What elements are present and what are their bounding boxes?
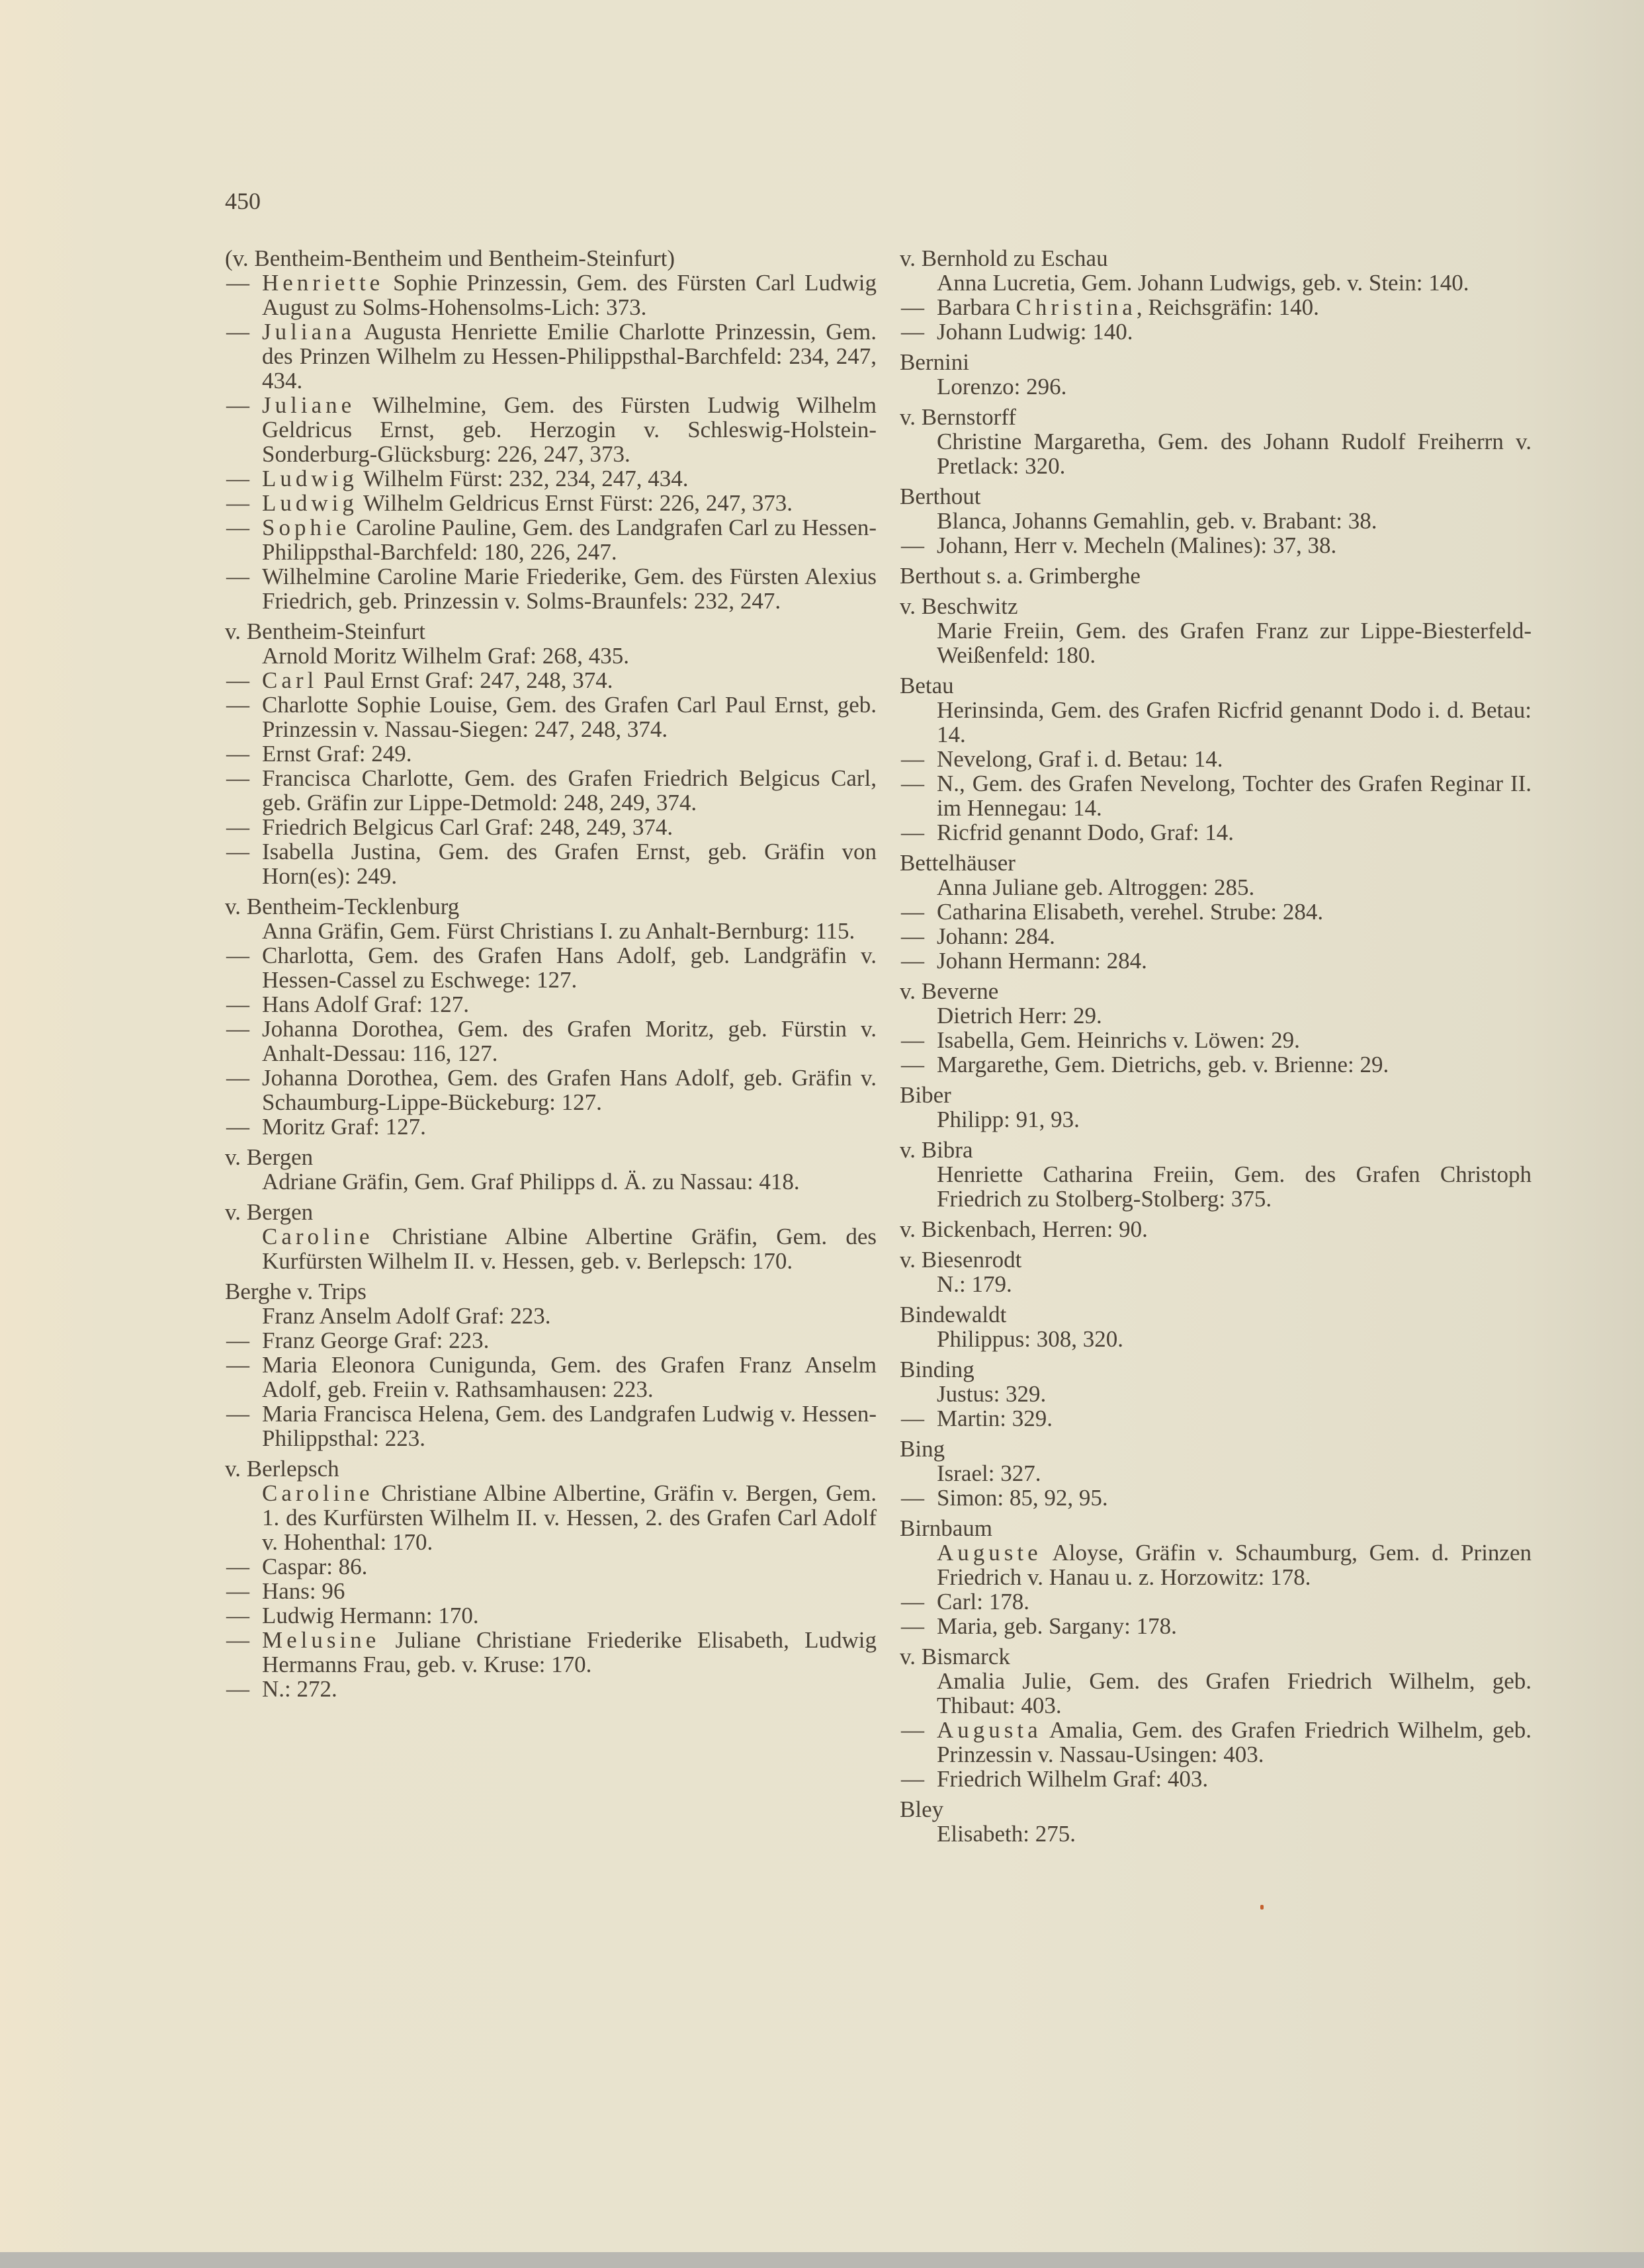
index-heading: (v. Bentheim-Bentheim und Bentheim-Steinfurt) — [225, 245, 675, 271]
index-group — [900, 405, 1532, 478]
dash-marker: — — [226, 564, 249, 589]
entry-text: Philipp: 91, 93. — [937, 1107, 1080, 1132]
index-entry — [900, 948, 1532, 973]
dash-marker: — — [901, 319, 924, 345]
dash-marker: — — [226, 692, 249, 718]
dash-marker: — — [226, 319, 249, 345]
index-heading: Betau — [900, 673, 954, 698]
entry-name-spaced: Sophie — [262, 515, 351, 540]
dash-marker: — — [226, 490, 249, 516]
entry-text: Lorenzo: 296. — [937, 374, 1067, 399]
index-entry — [225, 1677, 877, 1701]
entry-text: Anna Juliane geb. Altroggen: 285. — [937, 874, 1255, 900]
entry-text: Wilhelm Geldricus Ernst Fürst: 226, 247, 373. — [357, 490, 793, 516]
index-heading: v. Bergen — [225, 1199, 314, 1225]
index-entry — [900, 319, 1532, 344]
dash-marker: — — [901, 1717, 924, 1743]
index-group — [225, 1456, 877, 1701]
dash-marker: — — [901, 819, 924, 845]
dash-marker: — — [901, 899, 924, 925]
index-group — [900, 1797, 1532, 1846]
dash-marker: — — [226, 1554, 249, 1579]
entry-name-spaced: Melusine — [262, 1627, 380, 1653]
index-entry — [225, 992, 877, 1017]
entry-text: Margarethe, Gem. Dietrichs, geb. v. Brienne: 29. — [937, 1052, 1389, 1077]
index-group — [225, 1145, 877, 1194]
entry-text: Sophie Prinzessin, Gem. des Fürsten Carl Ludwig August zu Solms-Hohensolms-Lich: 373. — [262, 270, 877, 320]
dash-marker: — — [226, 943, 249, 968]
index-heading: v. Beschwitz — [900, 593, 1018, 619]
entry-text: Johann Hermann: 284. — [937, 948, 1147, 974]
index-entry — [900, 374, 1532, 399]
entry-text: Johanna Dorothea, Gem. des Grafen Hans Adolf, geb. Gräfin v. Schaumburg-Lippe-Bückeburg: 127. — [262, 1065, 877, 1115]
entry-text: Franz Anselm Adolf Graf: 223. — [262, 1303, 551, 1329]
index-column-right — [900, 246, 1532, 1852]
index-group — [900, 1644, 1532, 1791]
entry-text: Caspar: 86. — [262, 1554, 368, 1579]
index-entry — [225, 1628, 877, 1677]
entry-text: Johann, Herr v. Mecheln (Malines): 37, 38. — [937, 532, 1337, 558]
index-heading: Berthout — [900, 483, 981, 509]
index-group — [900, 979, 1532, 1077]
entry-text: Hans Adolf Graf: 127. — [262, 991, 470, 1017]
entry-name-spaced: Christina — [1016, 294, 1137, 320]
dash-marker: — — [901, 1406, 924, 1431]
index-entry — [225, 943, 877, 992]
dash-marker: — — [226, 667, 249, 693]
dash-marker: — — [901, 532, 924, 558]
index-entry — [225, 919, 877, 943]
dash-marker: — — [226, 392, 249, 418]
entry-text: Christiane Albine Albertine, Gräfin v. Bergen, Gem. 1. des Kurfürsten Wilhelm II. v. Hessen, 2. des Grafen Carl Adolf v. Hohenthal: 170. — [262, 1480, 877, 1555]
dash-marker: — — [226, 1114, 249, 1140]
entry-text: Friedrich Wilhelm Graf: 403. — [937, 1766, 1209, 1792]
dash-marker: — — [226, 765, 249, 791]
entry-text: Herinsinda, Gem. des Grafen Ricfrid genannt Dodo i. d. Betau: 14. — [937, 697, 1532, 747]
dash-marker: — — [226, 1065, 249, 1091]
index-entry — [900, 533, 1532, 558]
entry-text: Philippus: 308, 320. — [937, 1326, 1123, 1352]
dash-marker: — — [226, 515, 249, 540]
index-entry — [900, 429, 1532, 478]
index-group — [225, 246, 877, 613]
entry-text: Henriette Catharina Freiin, Gem. des Grafen Christoph Friedrich zu Stolberg-Stolberg: 375. — [937, 1161, 1532, 1212]
index-entry — [900, 509, 1532, 533]
entry-text: Augusta Henriette Emilie Charlotte Prinzessin, Gem. des Prinzen Wilhelm zu Hessen-Philippsthal-Barchfeld: 234, 247, 434. — [262, 319, 877, 394]
index-group — [900, 673, 1532, 845]
index-entry — [900, 820, 1532, 845]
entry-text: Blanca, Johanns Gemahlin, geb. v. Brabant: 38. — [937, 508, 1377, 534]
dash-marker: — — [226, 1627, 249, 1653]
index-entry — [225, 1554, 877, 1579]
entry-text: Maria Francisca Helena, Gem. des Landgrafen Ludwig v. Hessen-Philippsthal: 223. — [262, 1401, 877, 1451]
index-entry — [900, 1589, 1532, 1614]
index-entry — [225, 1603, 877, 1628]
entry-text: Ernst Graf: 249. — [262, 741, 412, 767]
index-group — [225, 894, 877, 1139]
index-group — [900, 1138, 1532, 1211]
entry-text: Friedrich Belgicus Carl Graf: 248, 249, 374. — [262, 814, 673, 840]
index-group — [900, 1302, 1532, 1351]
index-entry — [225, 644, 877, 668]
index-heading: v. Bernstorff — [900, 404, 1016, 430]
entry-name-spaced: Juliana — [262, 319, 356, 345]
entry-text: Arnold Moritz Wilhelm Graf: 268, 435. — [262, 643, 629, 669]
index-entry — [225, 1402, 877, 1450]
index-entry — [225, 839, 877, 888]
index-entry — [900, 747, 1532, 771]
index-group — [225, 1279, 877, 1450]
entry-text: Johanna Dorothea, Gem. des Grafen Moritz, geb. Fürstin v. Anhalt-Dessau: 116, 127. — [262, 1016, 877, 1066]
entry-name-spaced: Carl — [262, 667, 318, 693]
index-entry — [225, 766, 877, 815]
index-heading: v. Bergen — [225, 1144, 314, 1170]
index-heading: v. Bernhold zu Eschau — [900, 245, 1108, 271]
index-entry — [225, 1481, 877, 1554]
entry-text: Charlotta, Gem. des Grafen Hans Adolf, geb. Landgräfin v. Hessen-Cassel zu Eschwege: 127. — [262, 943, 877, 993]
entry-name-spaced: Augusta — [937, 1717, 1042, 1743]
index-entry — [900, 1327, 1532, 1351]
index-entry — [900, 1461, 1532, 1486]
entry-text: Marie Freiin, Gem. des Grafen Franz zur Lippe-Biesterfeld-Weißenfeld: 180. — [937, 618, 1532, 668]
index-entry — [225, 668, 877, 693]
index-entry — [225, 741, 877, 766]
index-entry — [900, 1003, 1532, 1028]
entry-name-spaced: Henriette — [262, 270, 384, 296]
index-entry — [225, 271, 877, 319]
index-group — [900, 350, 1532, 399]
index-entry — [225, 693, 877, 741]
entry-text: Christine Margaretha, Gem. des Johann Rudolf Freiherrn v. Pretlack: 320. — [937, 429, 1532, 479]
index-group — [900, 851, 1532, 973]
dash-marker: — — [226, 814, 249, 840]
index-entry — [225, 393, 877, 466]
paper-speck — [1260, 1905, 1264, 1910]
index-entry — [900, 1486, 1532, 1510]
index-entry — [225, 1169, 877, 1194]
page-number: 450 — [225, 188, 261, 214]
index-entry — [225, 1579, 877, 1603]
dash-marker: — — [226, 1016, 249, 1042]
entry-text: Johann Ludwig: 140. — [937, 319, 1133, 345]
dash-marker: — — [226, 1676, 249, 1702]
index-entry — [900, 1162, 1532, 1211]
dash-marker: — — [226, 839, 249, 864]
dash-marker: — — [901, 1766, 924, 1792]
index-heading: Berthout s. a. Grimberghe — [900, 563, 1141, 589]
index-group — [900, 1357, 1532, 1431]
index-heading: Berghe v. Trips — [225, 1279, 367, 1304]
index-entry — [900, 618, 1532, 667]
index-heading: Biber — [900, 1082, 951, 1108]
dash-marker: — — [901, 948, 924, 974]
index-group — [900, 564, 1532, 588]
index-entry — [225, 1224, 877, 1273]
index-entry — [900, 875, 1532, 900]
dash-marker: — — [226, 741, 249, 767]
entry-text: Aloyse, Gräfin v. Schaumburg, Gem. d. Prinzen Friedrich v. Hanau u. z. Horzowitz: 178. — [937, 1540, 1532, 1590]
entry-text: Adriane Gräfin, Gem. Graf Philipps d. Ä. zu Nassau: 418. — [262, 1169, 800, 1195]
index-entry — [225, 1328, 877, 1353]
index-heading: v. Bibra — [900, 1137, 973, 1163]
entry-text: Israel: 327. — [937, 1460, 1041, 1486]
entry-text: Francisca Charlotte, Gem. des Grafen Friedrich Belgicus Carl, geb. Gräfin zur Lippe-Detmold: 248, 249, 374. — [262, 765, 877, 816]
index-heading: v. Bismarck — [900, 1644, 1010, 1669]
dash-marker: — — [901, 1485, 924, 1511]
entry-text: Wilhelmine, Gem. des Fürsten Ludwig Wilhelm Geldricus Ernst, geb. Herzogin v. Schleswig-Holstein-Sonderburg-Glücksburg: 226, 247, 373. — [262, 392, 877, 467]
index-heading: Bindewaldt — [900, 1302, 1007, 1327]
entry-text: Justus: 329. — [937, 1381, 1047, 1407]
entry-name-spaced: Juliane — [262, 392, 356, 418]
dash-marker: — — [901, 1027, 924, 1053]
dash-marker: — — [901, 771, 924, 796]
entry-text: Maria Eleonora Cunigunda, Gem. des Grafen Franz Anselm Adolf, geb. Freiin v. Rathsamhausen: 223. — [262, 1352, 877, 1402]
entry-text: Martin: 329. — [937, 1406, 1053, 1431]
entry-text: Ricfrid genannt Dodo, Graf: 14. — [937, 819, 1234, 845]
entry-text: Wilhelm Fürst: 232, 234, 247, 434. — [357, 466, 689, 491]
index-group — [900, 594, 1532, 667]
index-entry — [900, 1669, 1532, 1718]
index-group — [900, 484, 1532, 558]
index-entry — [225, 815, 877, 839]
scan-bottom-edge — [0, 2252, 1644, 2268]
dash-marker: — — [901, 1589, 924, 1615]
entry-name-spaced: Ludwig — [262, 466, 358, 491]
index-entry — [900, 1406, 1532, 1431]
index-heading: Bettelhäuser — [900, 850, 1016, 876]
dash-marker: — — [226, 1578, 249, 1604]
entry-text: Caroline Pauline, Gem. des Landgrafen Carl zu Hessen-Philippsthal-Barchfeld: 180, 226, 247. — [262, 515, 877, 565]
entry-text: Hans: 96 — [262, 1578, 345, 1604]
index-entry — [900, 1767, 1532, 1791]
entry-text: Anna Lucretia, Gem. Johann Ludwigs, geb. v. Stein: 140. — [937, 270, 1469, 296]
index-entry — [900, 1540, 1532, 1589]
index-entry — [900, 1614, 1532, 1638]
index-heading: v. Biesenrodt — [900, 1247, 1022, 1273]
dash-marker: — — [901, 1613, 924, 1639]
index-entry — [225, 1353, 877, 1402]
dash-marker: — — [901, 294, 924, 320]
dash-marker: — — [226, 991, 249, 1017]
index-group — [225, 1200, 877, 1273]
entry-text: Maria, geb. Sargany: 178. — [937, 1613, 1177, 1639]
entry-text: Moritz Graf: 127. — [262, 1114, 426, 1140]
entry-text: Johann: 284. — [937, 923, 1055, 949]
dash-marker: — — [226, 1603, 249, 1628]
dash-marker: — — [226, 270, 249, 296]
index-heading: Birnbaum — [900, 1515, 992, 1541]
index-entry — [900, 1382, 1532, 1406]
index-entry — [900, 1107, 1532, 1132]
entry-text: Anna Gräfin, Gem. Fürst Christians I. zu Anhalt-Bernburg: 115. — [262, 918, 855, 944]
entry-text: Paul Ernst Graf: 247, 248, 374. — [318, 667, 613, 693]
index-entry — [900, 1052, 1532, 1077]
index-entry — [225, 564, 877, 613]
entry-text: , Reichsgräfin: 140. — [1136, 294, 1319, 320]
index-heading: Bing — [900, 1436, 945, 1462]
entry-text: Juliane Christiane Friederike Elisabeth, Ludwig Hermanns Frau, geb. v. Kruse: 170. — [262, 1627, 877, 1677]
index-group — [900, 1516, 1532, 1638]
index-entry — [900, 295, 1532, 319]
entry-name-spaced: Auguste — [937, 1540, 1042, 1566]
entry-text: Charlotte Sophie Louise, Gem. des Grafen Carl Paul Ernst, geb. Prinzessin v. Nassau-Siegen: 247, 248, 374. — [262, 692, 877, 742]
index-entry — [225, 1114, 877, 1139]
index-entry — [225, 491, 877, 515]
index-group — [225, 619, 877, 888]
entry-text: Wilhelmine Caroline Marie Friederike, Gem. des Fürsten Alexius Friedrich, geb. Prinzessin v. Solms-Braunfels: 232, 247. — [262, 564, 877, 614]
dash-marker: — — [226, 1352, 249, 1378]
entry-text: Elisabeth: 275. — [937, 1821, 1076, 1847]
index-entry — [900, 1028, 1532, 1052]
entry-text: Amalia Julie, Gem. des Grafen Friedrich Wilhelm, geb. Thibaut: 403. — [937, 1668, 1532, 1718]
index-column-left — [225, 246, 877, 1707]
entry-text: N.: 179. — [937, 1271, 1012, 1297]
entry-text: N., Gem. des Grafen Nevelong, Tochter des Grafen Reginar II. im Hennegau: 14. — [937, 771, 1532, 821]
index-entry — [900, 1272, 1532, 1296]
entry-name-spaced: Ludwig — [262, 490, 358, 516]
index-entry — [225, 1017, 877, 1066]
entry-text: Christiane Albine Albertine Gräfin, Gem. des Kurfürsten Wilhelm II. v. Hessen, geb. v. Berlepsch: 170. — [262, 1224, 877, 1274]
entry-text: Isabella Justina, Gem. des Grafen Ernst, geb. Gräfin von Horn(es): 249. — [262, 839, 877, 889]
index-group — [900, 1217, 1532, 1241]
entry-text: Carl: 178. — [937, 1589, 1029, 1615]
entry-text: Franz George Graf: 223. — [262, 1327, 490, 1353]
index-group — [900, 1247, 1532, 1296]
index-entry — [225, 466, 877, 491]
dash-marker: — — [901, 923, 924, 949]
index-heading: Binding — [900, 1357, 974, 1382]
index-heading: Bernini — [900, 349, 969, 375]
entry-text: Catharina Elisabeth, verehel. Strube: 284. — [937, 899, 1324, 925]
dash-marker: — — [226, 1401, 249, 1427]
index-heading: v. Bickenbach, Herren: 90. — [900, 1216, 1148, 1242]
index-heading: v. Bentheim-Steinfurt — [225, 618, 425, 644]
index-entry — [225, 319, 877, 393]
entry-text: Isabella, Gem. Heinrichs v. Löwen: 29. — [937, 1027, 1300, 1053]
index-entry — [900, 771, 1532, 820]
entry-text: Simon: 85, 92, 95. — [937, 1485, 1108, 1511]
dash-marker: — — [226, 1327, 249, 1353]
index-entry — [225, 1304, 877, 1328]
entry-text: N.: 272. — [262, 1676, 337, 1702]
entry-text: Ludwig Hermann: 170. — [262, 1603, 479, 1628]
dash-marker: — — [901, 1052, 924, 1077]
entry-text: Dietrich Herr: 29. — [937, 1003, 1102, 1029]
index-heading: Bley — [900, 1796, 944, 1822]
entry-name-spaced: Caroline — [262, 1480, 374, 1506]
index-entry — [900, 924, 1532, 948]
index-entry — [225, 515, 877, 564]
index-heading: v. Berlepsch — [225, 1456, 339, 1482]
index-entry — [900, 1718, 1532, 1767]
index-entry — [900, 271, 1532, 295]
entry-text-pre: Barbara — [937, 294, 1016, 320]
index-entry — [900, 1822, 1532, 1846]
dash-marker: — — [226, 466, 249, 491]
index-entry — [900, 698, 1532, 747]
index-group — [900, 246, 1532, 344]
dash-marker: — — [901, 746, 924, 772]
index-group — [900, 1083, 1532, 1132]
index-entry — [900, 900, 1532, 924]
index-entry — [225, 1066, 877, 1114]
index-heading: v. Beverne — [900, 978, 999, 1004]
entry-text: Nevelong, Graf i. d. Betau: 14. — [937, 746, 1223, 772]
entry-name-spaced: Caroline — [262, 1224, 374, 1249]
index-group — [900, 1437, 1532, 1510]
entry-text: Amalia, Gem. des Grafen Friedrich Wilhelm, geb. Prinzessin v. Nassau-Usingen: 403. — [937, 1717, 1532, 1767]
index-heading: v. Bentheim-Tecklenburg — [225, 894, 460, 919]
